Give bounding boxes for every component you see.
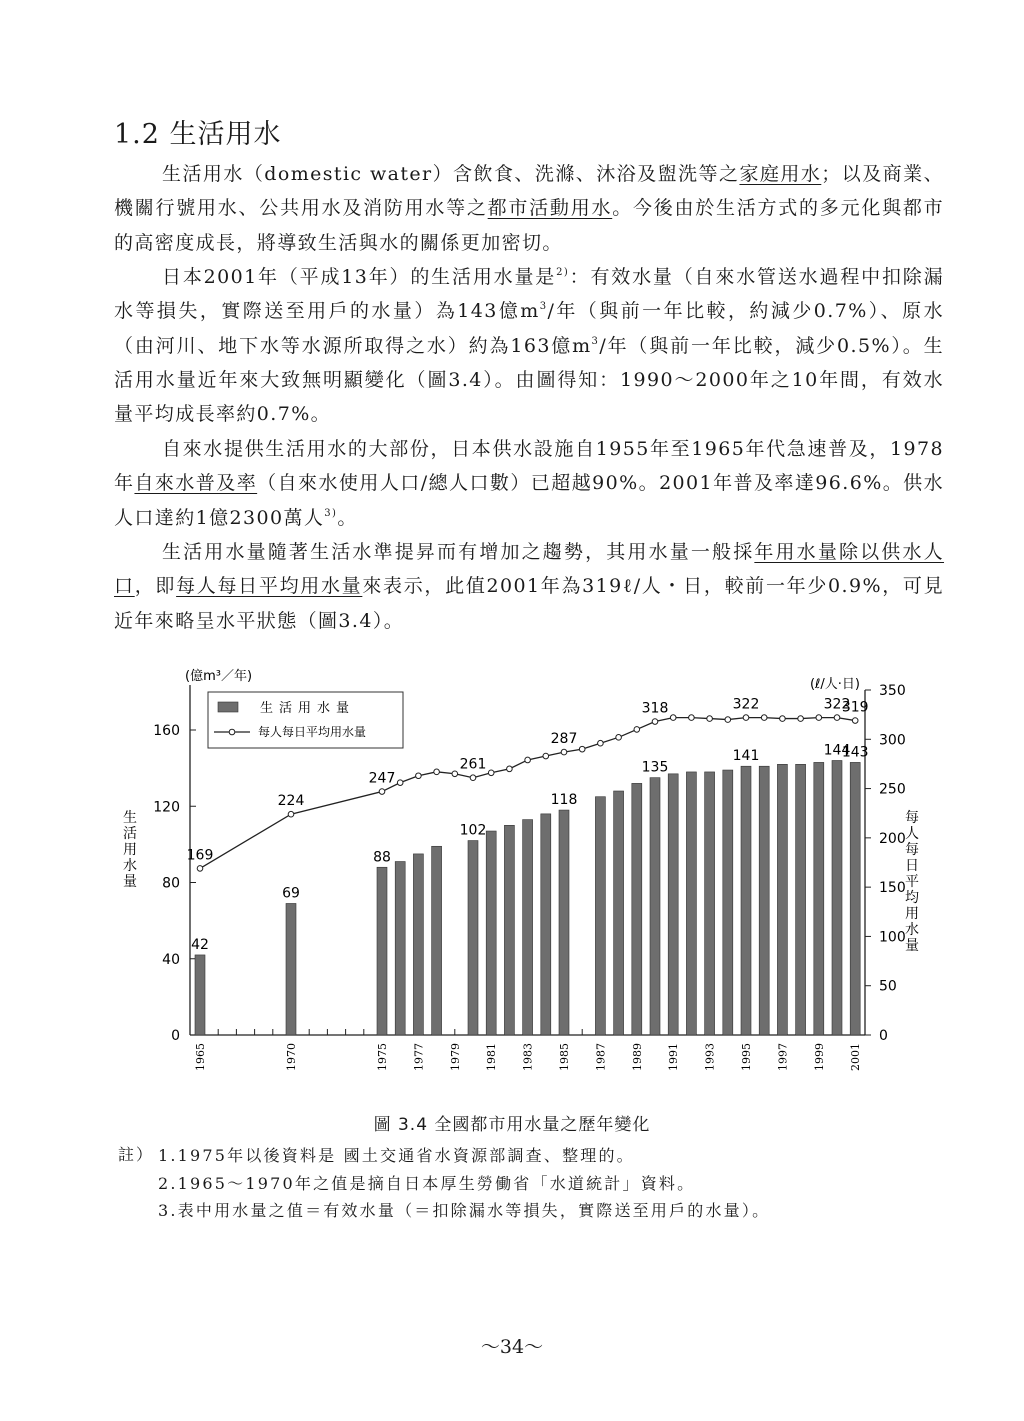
x-tick-label: 1999 — [812, 1043, 826, 1071]
line-value-label: 319 — [841, 699, 869, 716]
line-value-label: 322 — [732, 696, 760, 713]
right-tick-label: 50 — [879, 978, 897, 995]
legend-bar-label: 生活用水量 — [260, 701, 356, 716]
line-point — [780, 716, 786, 722]
bar — [395, 862, 405, 1035]
bar — [668, 774, 678, 1035]
left-tick-label: 80 — [162, 875, 180, 892]
line-point — [634, 727, 640, 733]
bar — [614, 791, 624, 1035]
right-tick-label: 100 — [879, 929, 906, 946]
line-value-label: 169 — [186, 847, 214, 864]
line-point — [288, 811, 294, 817]
x-tick-label: 1987 — [594, 1043, 608, 1071]
bar — [413, 854, 423, 1035]
bar — [195, 955, 205, 1035]
line-point — [452, 771, 458, 777]
x-tick-label: 1991 — [667, 1043, 681, 1071]
line-point — [616, 735, 622, 741]
line-point — [798, 716, 804, 722]
bar — [777, 764, 787, 1035]
left-tick-label: 40 — [162, 951, 180, 968]
left-tick-label: 0 — [171, 1028, 180, 1044]
bar — [432, 846, 442, 1035]
water-usage-chart — [100, 660, 940, 1100]
line-point — [743, 715, 749, 721]
left-tick-label: 120 — [153, 799, 180, 816]
notes-label: 註） — [118, 1145, 155, 1164]
section-title: 1.2 生活用水 — [114, 119, 282, 150]
line-point — [707, 716, 713, 722]
bar — [705, 772, 715, 1035]
bar-value-label: 102 — [459, 822, 487, 839]
figure-caption: 圖 3.4 全國都市用水量之歷年變化 — [373, 1115, 651, 1135]
bar — [486, 831, 496, 1035]
x-tick-label: 1975 — [376, 1043, 389, 1071]
bar — [595, 797, 605, 1035]
bar-value-label: 118 — [550, 792, 578, 809]
line-point — [416, 773, 422, 779]
line-value-label: 224 — [277, 793, 305, 810]
line-value-label: 261 — [459, 756, 487, 773]
right-tick-label: 300 — [879, 732, 906, 749]
bar — [504, 825, 514, 1035]
left-tick-label: 160 — [153, 723, 180, 739]
line-point — [397, 780, 403, 786]
page-number: ～34～ — [480, 1336, 544, 1358]
note-3: 3.表中用水量之值＝有效水量（＝扣除漏水等損失，實際送至用戶的水量）。 — [158, 1201, 771, 1220]
x-tick-label: 1997 — [776, 1043, 790, 1071]
x-tick-label: 1983 — [521, 1043, 535, 1071]
line-point — [670, 715, 676, 721]
line-point — [197, 866, 203, 872]
bar-value-label: 135 — [641, 759, 669, 776]
bar — [650, 778, 660, 1035]
paragraph-2001-usage: 日本2001年（平成13年）的生活用水量是$^{2)}$：有效水量（自來水管送水過程中扣除漏水等損失，實際送至用戶的水量）為143億$m^3/$年（與前一年比較，約減少0.7%）、原水（由河川、地下水等水源所取得之水）約為163億$m^3/$年（與前一年比較，減少0.5%）。生活用水量近年來大致無明顯變化（圖3.4）。由圖得知：1990～2000年之10年間，有效水量平均成長率約0.7%。 — [114, 266, 945, 426]
bar — [796, 764, 806, 1035]
bar — [559, 810, 569, 1035]
bar-value-label: 141 — [732, 748, 760, 765]
line-point — [579, 746, 585, 752]
line-point — [598, 740, 604, 746]
bar — [832, 761, 842, 1036]
line-value-label: 318 — [641, 700, 669, 717]
line-point — [379, 789, 385, 795]
line-point — [761, 715, 767, 721]
bar — [759, 766, 769, 1035]
note-2: 2.1965～1970年之值是摘自日本厚生勞働省「水道統計」資料。 — [158, 1174, 696, 1193]
bar — [850, 762, 860, 1035]
bar — [723, 770, 733, 1035]
bar — [741, 766, 751, 1035]
line-value-label: 247 — [368, 770, 396, 787]
bar-value-label: 88 — [373, 849, 391, 866]
right-tick-label: 350 — [879, 683, 906, 699]
line-point — [816, 715, 822, 721]
bar-value-label: 143 — [841, 744, 869, 761]
bar — [523, 820, 533, 1035]
bar-value-label: 42 — [191, 936, 209, 953]
bar — [468, 841, 478, 1035]
line-point — [488, 770, 494, 776]
line-value-label: 322 — [823, 696, 851, 713]
term-coverage-rate: 自來水普及率 — [134, 472, 258, 495]
note-1: 1.1975年以後資料是 國土交通省水資源部調查、整理的。 — [158, 1146, 635, 1165]
legend-bar-swatch — [218, 702, 238, 712]
right-tick-label: 0 — [879, 1028, 888, 1044]
term-urban-activity-water: 都市活動用水 — [487, 197, 613, 220]
term-annual-divided-by-population: 年用水量除以供水人口 — [114, 541, 945, 598]
right-tick-label: 150 — [879, 880, 906, 897]
line-point — [561, 749, 567, 755]
bar — [814, 762, 824, 1035]
bar — [541, 814, 551, 1035]
x-tick-label: 1970 — [285, 1043, 298, 1071]
term-household-water: 家庭用水 — [739, 163, 822, 185]
line-point — [652, 719, 658, 725]
line-point — [689, 715, 695, 721]
left-axis-unit: (億m³／年) — [185, 669, 253, 684]
paragraph-tap-water-coverage: 自來水提供生活用水的大部份，日本供水設施自1955年至1965年代急速普及，1978年自來水普及率（自來水使用人口/總人口數）已超越90%。2001年普及率達96.6%。供水人口達約1億2300萬人$^{3)}$。 — [114, 438, 944, 529]
line-point — [470, 775, 476, 781]
line-point — [543, 753, 549, 759]
line-point — [507, 766, 513, 772]
line-point — [525, 757, 531, 763]
line-value-label: 287 — [550, 731, 578, 748]
bar-value-label: 144 — [823, 742, 851, 759]
line-point — [852, 718, 858, 724]
line-point — [434, 769, 440, 775]
x-tick-label: 1985 — [558, 1043, 571, 1071]
right-tick-label: 250 — [879, 781, 906, 798]
right-axis-title: 每人每日平均用水量 — [905, 810, 919, 954]
x-tick-label: 1989 — [630, 1043, 644, 1071]
bar — [377, 867, 387, 1035]
legend-line-marker — [229, 729, 235, 735]
paragraph-domestic-water: 生活用水（domestic water）含飲食、洗滌、沐浴及盥洗等之家庭用水；以及商業、機關行號用水、公共用水及消防用水等之都市活動用水。今後由於生活方式的多元化與都市的高密度成長，將導致生活與水的關係更加密切。 — [114, 163, 944, 254]
bar-value-label: 69 — [282, 885, 300, 902]
bar — [632, 783, 642, 1035]
bar — [686, 772, 696, 1035]
x-tick-label: 1995 — [740, 1043, 753, 1071]
paragraph-per-capita-usage: 生活用水量隨著生活水準提昇而有增加之趨勢，其用水量一般採年用水量除以供水人口，即每人每日平均用水量來表示，此值2001年為319ℓ/人・日，較前一年少0.9%，可見近年來略呈水平狀態（圖3.4）。 — [114, 541, 945, 632]
right-tick-label: 200 — [879, 830, 906, 847]
term-per-capita-daily-usage: 每人每日平均用水量 — [176, 575, 363, 598]
x-tick-label: 2001 — [849, 1043, 863, 1071]
right-axis-unit: (ℓ/人‧日) — [809, 677, 860, 692]
left-axis-title: 生活用水量 — [123, 810, 137, 890]
bar — [286, 903, 296, 1035]
legend-line-label: 每人每日平均用水量 — [258, 725, 367, 739]
x-tick-label: 1979 — [448, 1043, 462, 1071]
x-tick-label: 1993 — [703, 1043, 717, 1071]
line-point — [834, 715, 840, 721]
x-tick-label: 1965 — [194, 1043, 207, 1071]
line-point — [725, 717, 731, 723]
x-tick-label: 1977 — [412, 1043, 426, 1071]
x-tick-label: 1981 — [485, 1043, 499, 1071]
